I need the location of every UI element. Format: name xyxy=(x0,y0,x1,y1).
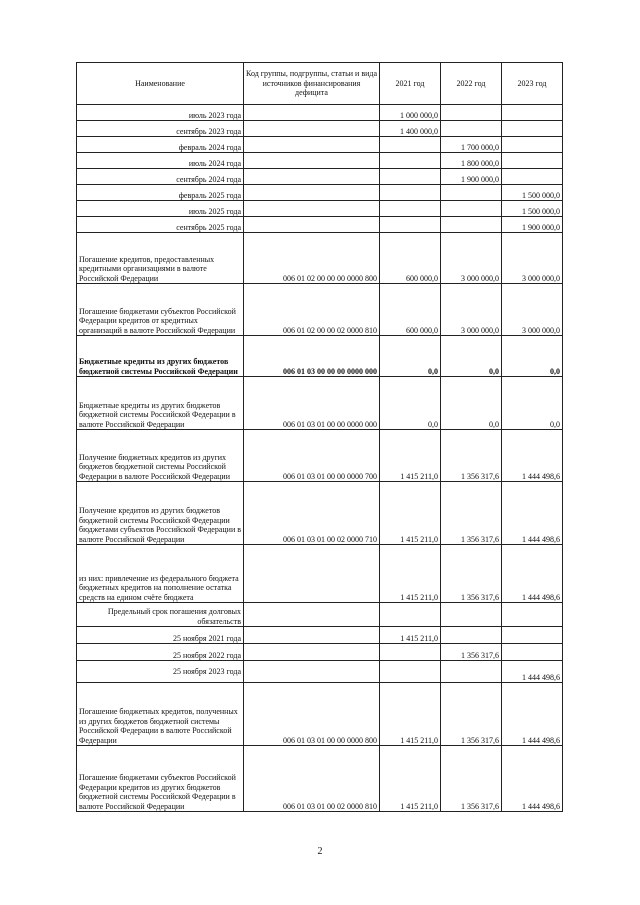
table-row xyxy=(77,121,563,137)
row-2022: 1 356 317,6 xyxy=(441,545,502,603)
row-code xyxy=(244,121,380,137)
table-row xyxy=(77,137,563,153)
row-name: Погашение бюджетами субъектов Российской Федерации кредитов из других бюджетов бюджетной системы Российской Федерации в валюте Российской Федерации xyxy=(77,746,244,812)
row-2023 xyxy=(502,627,563,644)
row-2022 xyxy=(441,105,502,121)
row-2023: 1 444 498,6 xyxy=(502,545,563,603)
table-row xyxy=(77,217,563,233)
row-2021: 1 415 211,0 xyxy=(380,746,441,812)
row-name: 25 ноября 2022 года xyxy=(77,644,244,661)
row-2022: 1 356 317,6 xyxy=(441,482,502,545)
row-2021 xyxy=(380,137,441,153)
row-name: Погашение кредитов, предоставленных кредитными организациями в валюте Российской Федерации xyxy=(77,233,244,284)
table-row xyxy=(77,169,563,185)
row-2023 xyxy=(502,644,563,661)
table-row xyxy=(77,746,563,812)
table-row xyxy=(77,105,563,121)
row-2023: 1 444 498,6 xyxy=(502,482,563,545)
row-2023 xyxy=(502,153,563,169)
table-header-row xyxy=(77,63,563,105)
row-code: 006 01 02 00 00 02 0000 810 xyxy=(244,284,380,336)
table-row xyxy=(77,185,563,201)
row-code xyxy=(244,603,380,627)
header-name: Наименование xyxy=(77,63,244,105)
row-2021: 1 415 211,0 xyxy=(380,545,441,603)
row-name: Погашение бюджетами субъектов Российской Федерации кредитов от кредитных организаций в валюте Российской Федерации xyxy=(77,284,244,336)
row-name: июль 2025 года xyxy=(77,201,244,217)
row-2023: 3 000 000,0 xyxy=(502,284,563,336)
row-code xyxy=(244,105,380,121)
row-name: 25 ноября 2021 года xyxy=(77,627,244,644)
row-2021 xyxy=(380,153,441,169)
row-name: Погашение бюджетных кредитов, полученных из других бюджетов бюджетной системы Российской Федерации в валюте Российской Федерации xyxy=(77,683,244,746)
row-2022: 1 700 000,0 xyxy=(441,137,502,153)
row-name: Предельный срок погашения долговых обязательств xyxy=(77,603,244,627)
row-2021 xyxy=(380,217,441,233)
row-name: Получение бюджетных кредитов из других бюджетов бюджетной системы Российской Федерации в валюте Российской Федерации xyxy=(77,430,244,482)
row-name: февраль 2025 года xyxy=(77,185,244,201)
table-row xyxy=(77,661,563,683)
row-2021: 1 415 211,0 xyxy=(380,627,441,644)
row-name: сентябрь 2023 года xyxy=(77,121,244,137)
row-2023: 1 444 498,6 xyxy=(502,430,563,482)
row-2021: 0,0 xyxy=(380,336,441,377)
row-name: 25 ноября 2023 года xyxy=(77,661,244,683)
row-2021: 1 415 211,0 xyxy=(380,430,441,482)
row-2023: 1 900 000,0 xyxy=(502,217,563,233)
row-name: сентябрь 2024 года xyxy=(77,169,244,185)
table-row xyxy=(77,377,563,430)
row-name: сентябрь 2025 года xyxy=(77,217,244,233)
table-row xyxy=(77,336,563,377)
row-2022 xyxy=(441,185,502,201)
row-2022: 3 000 000,0 xyxy=(441,284,502,336)
row-code: 006 01 03 00 00 00 0000 000 xyxy=(244,336,380,377)
row-2023 xyxy=(502,603,563,627)
table-row xyxy=(77,430,563,482)
row-name: июль 2023 года xyxy=(77,105,244,121)
row-2022: 1 356 317,6 xyxy=(441,683,502,746)
row-2023: 1 500 000,0 xyxy=(502,185,563,201)
row-2023: 1 444 498,6 xyxy=(502,683,563,746)
row-name: февраль 2024 года xyxy=(77,137,244,153)
row-name: Получение кредитов из других бюджетов бюджетной системы Российской Федерации бюджетами субъектов Российской Федерации в валюте Российской Федерации xyxy=(77,482,244,545)
table-row xyxy=(77,201,563,217)
header-code: Код группы, подгруппы, статьи и вида источников финансирования дефицита xyxy=(244,63,380,105)
row-code xyxy=(244,217,380,233)
row-2021: 1 400 000,0 xyxy=(380,121,441,137)
row-2021 xyxy=(380,603,441,627)
row-2022: 0,0 xyxy=(441,377,502,430)
row-2022: 1 356 317,6 xyxy=(441,746,502,812)
row-2022 xyxy=(441,121,502,137)
row-2023: 0,0 xyxy=(502,336,563,377)
table-row xyxy=(77,603,563,627)
row-2022 xyxy=(441,217,502,233)
row-name: июль 2024 года xyxy=(77,153,244,169)
row-2022 xyxy=(441,201,502,217)
row-2023: 1 500 000,0 xyxy=(502,201,563,217)
row-code xyxy=(244,153,380,169)
row-2023 xyxy=(502,105,563,121)
table-row xyxy=(77,627,563,644)
row-code xyxy=(244,169,380,185)
row-code xyxy=(244,644,380,661)
row-name: Бюджетные кредиты из других бюджетов бюджетной системы Российской Федерации в валюте Российской Федерации xyxy=(77,377,244,430)
row-2021 xyxy=(380,201,441,217)
row-2021: 1 415 211,0 xyxy=(380,482,441,545)
row-code xyxy=(244,661,380,683)
row-2023: 0,0 xyxy=(502,377,563,430)
row-2023: 1 444 498,6 xyxy=(502,746,563,812)
row-2022: 0,0 xyxy=(441,336,502,377)
row-code: 006 01 03 01 00 00 0000 800 xyxy=(244,683,380,746)
row-2023 xyxy=(502,137,563,153)
row-2021: 1 415 211,0 xyxy=(380,683,441,746)
row-2023: 1 444 498,6 xyxy=(502,661,563,683)
row-2021: 0,0 xyxy=(380,377,441,430)
row-2022 xyxy=(441,603,502,627)
row-2022 xyxy=(441,661,502,683)
row-code: 006 01 03 01 00 00 0000 000 xyxy=(244,377,380,430)
row-2021: 600 000,0 xyxy=(380,284,441,336)
table-row xyxy=(77,545,563,603)
row-2022: 1 356 317,6 xyxy=(441,644,502,661)
row-code: 006 01 03 01 00 00 0000 700 xyxy=(244,430,380,482)
row-2023: 3 000 000,0 xyxy=(502,233,563,284)
row-name: Бюджетные кредиты из других бюджетов бюджетной системы Российской Федерации xyxy=(77,336,244,377)
row-2023 xyxy=(502,169,563,185)
row-2021: 1 000 000,0 xyxy=(380,105,441,121)
row-2021 xyxy=(380,169,441,185)
row-2023 xyxy=(502,121,563,137)
row-code: 006 01 03 01 00 02 0000 710 xyxy=(244,482,380,545)
row-code xyxy=(244,201,380,217)
row-2021 xyxy=(380,185,441,201)
row-code: 006 01 03 01 00 02 0000 810 xyxy=(244,746,380,812)
sources-of-financing-table xyxy=(76,62,563,812)
row-2022: 1 800 000,0 xyxy=(441,153,502,169)
row-name: из них: привлечение из федерального бюджета бюджетных кредитов на пополнение остатка средств на едином счёте бюджета xyxy=(77,545,244,603)
header-2021: 2021 год xyxy=(380,63,441,105)
row-code: 006 01 02 00 00 00 0000 800 xyxy=(244,233,380,284)
row-2022 xyxy=(441,627,502,644)
table-row xyxy=(77,683,563,746)
row-2021: 600 000,0 xyxy=(380,233,441,284)
row-2021 xyxy=(380,644,441,661)
table-row xyxy=(77,233,563,284)
table-row xyxy=(77,153,563,169)
header-2023: 2023 год xyxy=(502,63,563,105)
row-2021 xyxy=(380,661,441,683)
row-code xyxy=(244,627,380,644)
page-number: 2 xyxy=(317,846,323,857)
row-2022: 1 356 317,6 xyxy=(441,430,502,482)
table-row xyxy=(77,284,563,336)
header-2022: 2022 год xyxy=(441,63,502,105)
row-code xyxy=(244,545,380,603)
row-2022: 1 900 000,0 xyxy=(441,169,502,185)
table-row xyxy=(77,482,563,545)
row-code xyxy=(244,185,380,201)
table-row xyxy=(77,644,563,661)
row-code xyxy=(244,137,380,153)
row-2022: 3 000 000,0 xyxy=(441,233,502,284)
